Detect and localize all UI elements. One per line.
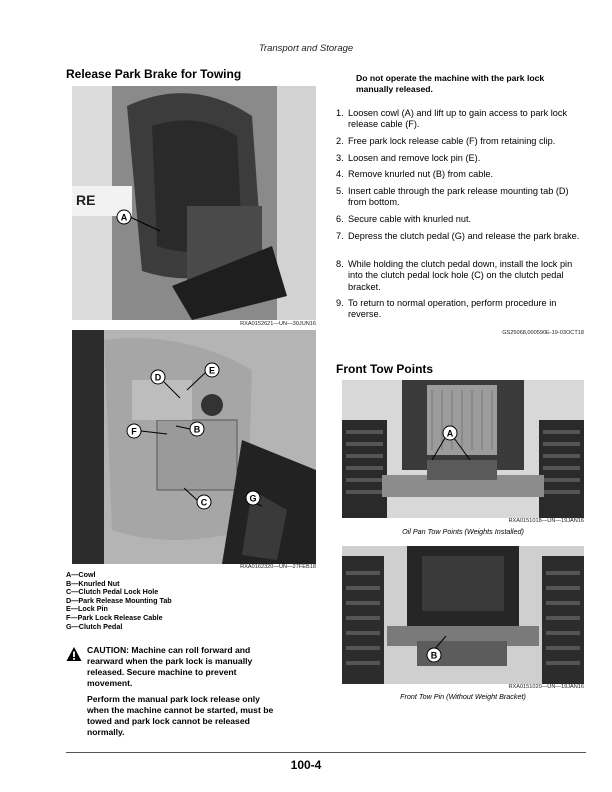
figure-ref-1: RXA0152621—UN—30JUN16 [240,321,316,327]
step-number: 8. [336,259,344,269]
callout-a: A [120,212,128,223]
step-number: 2. [336,136,344,146]
step-number: 1. [336,108,344,118]
figure-ref-2: RXA0162320—UN—27FEB18 [240,564,316,570]
figure-caption-4: Front Tow Pin (Without Weight Bracket) [400,692,526,701]
caution-line: CAUTION: Machine can roll forward and [87,645,251,655]
step-number: 5. [336,186,344,196]
legend-item: C—Clutch Pedal Lock Hole [66,587,159,597]
step-number: 4. [336,169,344,179]
notice-line: manually released. [356,84,433,94]
photo-clutch-pedal [72,330,316,564]
photo-cowl [72,86,316,320]
step-text: Remove knurled nut (B) from cable. [348,169,494,179]
step-text: Insert cable through the park release mounting tab (D) from bottom. [348,186,569,208]
figure-ref-4: RXA0151020—UN—19JAN16 [508,684,584,690]
callout-e: E [208,365,216,376]
page-number: 100-4 [290,758,322,772]
step-text: To return to normal operation, perform procedure in reverse. [348,298,557,320]
caution-line: towed and park lock cannot be released [87,716,250,726]
caution-line: Perform the manual park lock release only [87,694,260,704]
step-number: 9. [336,298,344,308]
caution-line: rearward when the park lock is manually [87,656,253,666]
footer-rule [66,752,586,753]
callout-b-tow: B [430,650,438,661]
figure-ref-3: RXA0151018—UN—19JAN16 [508,518,584,524]
legend-item: B—Knurled Nut [66,578,120,588]
procedure-steps [336,108,588,328]
callout-a-tow: A [446,428,454,439]
legend-item: G—Clutch Pedal [66,621,123,631]
section-ref: GS25068,000590E-19-03OCT18 [502,330,584,336]
legend-item: E—Lock Pin [66,604,108,614]
notice-line: Do not operate the machine with the park lock [356,73,545,83]
callout-c: C [200,497,208,508]
caution-line: normally. [87,727,125,737]
callout-f: F [131,426,137,437]
callout-g: G [249,493,257,504]
legend-item: A—Cowl [66,570,96,579]
caution-line: released. Secure machine to prevent [87,667,237,677]
step-number: 3. [336,153,344,163]
decal-text: RE [76,192,96,208]
important-notice [356,73,596,95]
section-heading-tow-points: Front Tow Points [336,362,434,376]
step-text: Free park lock release cable (F) from retaining clip. [348,136,556,146]
caution-text [87,645,317,738]
photo-oil-pan-tow-points [342,380,584,518]
photo-front-tow-pin [342,546,584,684]
figure-caption-3: Oil Pan Tow Points (Weights Installed) [402,527,524,536]
step-text: Depress the clutch pedal (G) and release the park brake. [348,231,580,241]
step-number: 6. [336,214,344,224]
step-text: Secure cable with knurled nut. [348,214,472,224]
legend-item: D—Park Release Mounting Tab [66,595,172,605]
callout-d: D [154,372,162,383]
step-number: 7. [336,231,344,241]
section-heading-park-brake: Release Park Brake for Towing [66,67,242,81]
callout-b: B [193,424,201,435]
warning-triangle-icon [66,646,82,662]
legend-item: F—Park Lock Release Cable [66,612,163,622]
callout-legend [66,571,172,631]
step-text: While holding the clutch pedal down, install the lock pin into the clutch pedal lock hole (C) on the clutch pedal bracket. [348,259,573,292]
running-header: Transport and Storage [258,43,354,54]
caution-line: movement. [87,678,133,688]
step-text: Loosen and remove lock pin (E). [348,153,481,163]
caution-line: when the machine cannot be started, must be [87,705,274,715]
step-text: Loosen cowl (A) and lift up to gain access to park lock release cable (F). [348,108,568,130]
